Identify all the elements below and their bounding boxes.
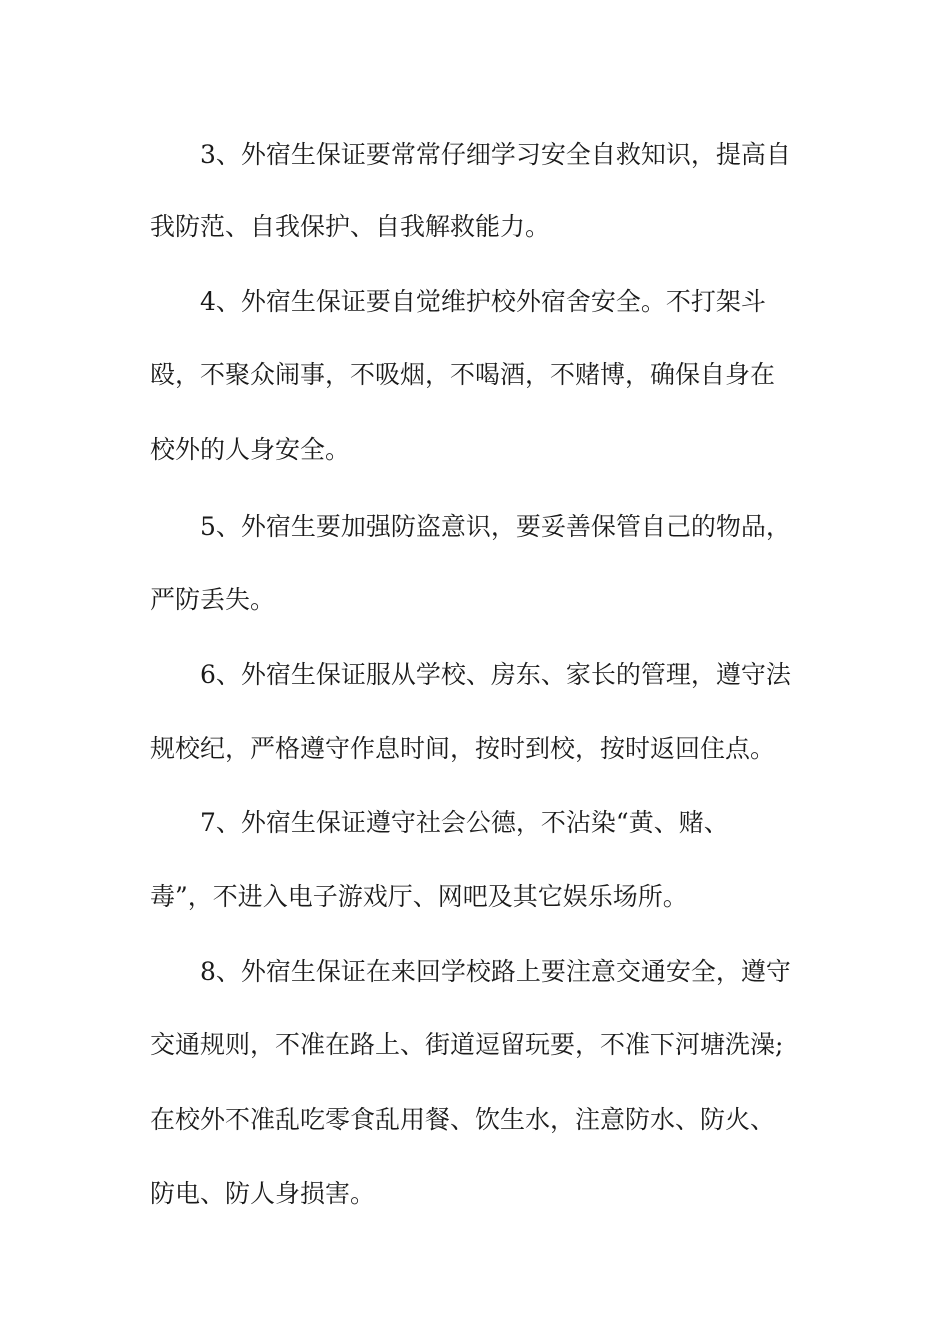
- paragraph-5-line-2: 严防丢失。: [150, 585, 276, 614]
- paragraph-7-line-1: 7、外宿生保证遵守社会公德，不沾染“黄、赌、: [200, 808, 729, 837]
- paragraph-8-line-2: 交通规则，不准在路上、街道逗留玩要，不准下河塘洗澡;: [150, 1030, 784, 1059]
- paragraph-7-line-2: 毒”，不进入电子游戏厅、网吧及其它娱乐场所。: [150, 882, 688, 911]
- paragraph-8-line-3: 在校外不准乱吃零食乱用餐、饮生水，注意防水、防火、: [150, 1105, 776, 1134]
- paragraph-8-line-1: 8、外宿生保证在来回学校路上要注意交通安全，遵守: [200, 957, 791, 986]
- paragraph-3-line-1: 3、外宿生保证要常常仔细学习安全自救知识，提高自: [200, 140, 791, 169]
- paragraph-8-line-4: 防电、防人身损害。: [150, 1179, 376, 1208]
- paragraph-6-line-2: 规校纪，严格遵守作息时间，按时到校，按时返回住点。: [150, 734, 776, 763]
- paragraph-4-line-1: 4、外宿生保证要自觉维护校外宿舍安全。不打架斗: [200, 287, 766, 316]
- paragraph-5-line-1: 5、外宿生要加强防盗意识，要妥善保管自己的物品，: [200, 512, 791, 541]
- paragraph-6-line-1: 6、外宿生保证服从学校、房东、家长的管理，遵守法: [200, 660, 791, 689]
- paragraph-3-line-2: 我防范、自我保护、自我解救能力。: [150, 212, 551, 241]
- paragraph-4-line-2: 殴，不聚众闹事，不吸烟，不喝酒，不赌博，确保自身在: [150, 360, 776, 389]
- paragraph-4-line-3: 校外的人身安全。: [150, 435, 351, 464]
